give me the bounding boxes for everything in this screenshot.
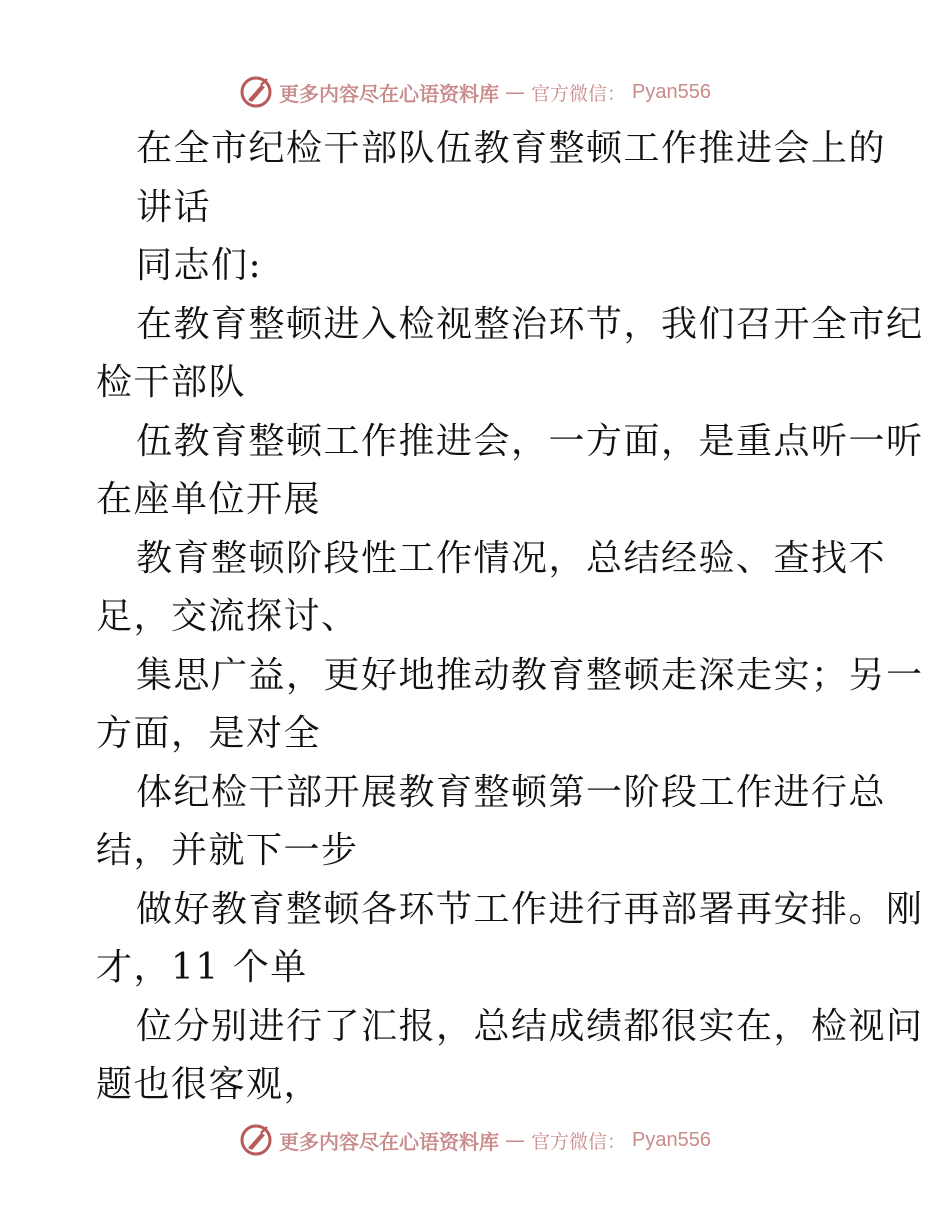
text-line: 题也很客观， bbox=[96, 1064, 322, 1105]
text-line: 教育整顿阶段性工作情况，总结经验、查找不 bbox=[136, 537, 887, 579]
watermark-dash: — bbox=[505, 1128, 525, 1152]
watermark-sub-text: 官方微信： bbox=[531, 82, 627, 105]
text-line: 集思广益，更好地推动教育整顿走深走实；另一 bbox=[136, 654, 924, 696]
watermark-banner-bottom bbox=[0, 1120, 950, 1160]
text-line: 同志们: bbox=[136, 245, 263, 286]
text-line: 做好教育整顿各环节工作进行再部署再安排。刚 bbox=[136, 888, 924, 930]
watermark-account-id: Pyan556 bbox=[632, 80, 711, 103]
text-line: 在教育整顿进入检视整治环节，我们召开全市纪 bbox=[136, 303, 924, 345]
text-line: 方面，是对全 bbox=[96, 713, 322, 754]
quill-seal-icon bbox=[239, 75, 273, 109]
watermark-banner-top bbox=[0, 72, 950, 112]
text-line: 伍教育整顿工作推进会，一方面，是重点听一听 bbox=[136, 420, 924, 462]
text-line: 位分别进行了汇报，总结成绩都很实在，检视问 bbox=[136, 1005, 924, 1047]
text-line: 在全市纪检干部队伍教育整顿工作推进会上的 bbox=[136, 128, 887, 169]
watermark-account-id: Pyan556 bbox=[632, 1128, 711, 1151]
text-line: 结，并就下一步 bbox=[96, 830, 359, 871]
document-body bbox=[96, 120, 924, 1115]
text-line: 足，交流探讨、 bbox=[96, 596, 359, 637]
watermark-sub-text: 官方微信： bbox=[531, 1130, 627, 1153]
watermark-dash: — bbox=[505, 80, 525, 104]
text-line: 才，11 个单 bbox=[96, 947, 308, 988]
text-line: 体纪检干部开展教育整顿第一阶段工作进行总 bbox=[136, 771, 887, 813]
quill-seal-icon bbox=[239, 1123, 273, 1157]
watermark-main-text: 更多内容尽在心语资料库 bbox=[279, 81, 499, 106]
watermark-main-text: 更多内容尽在心语资料库 bbox=[279, 1129, 499, 1154]
text-line: 检干部队 bbox=[96, 362, 247, 403]
text-line: 讲话 bbox=[136, 186, 212, 228]
text-line: 在座单位开展 bbox=[96, 479, 322, 520]
